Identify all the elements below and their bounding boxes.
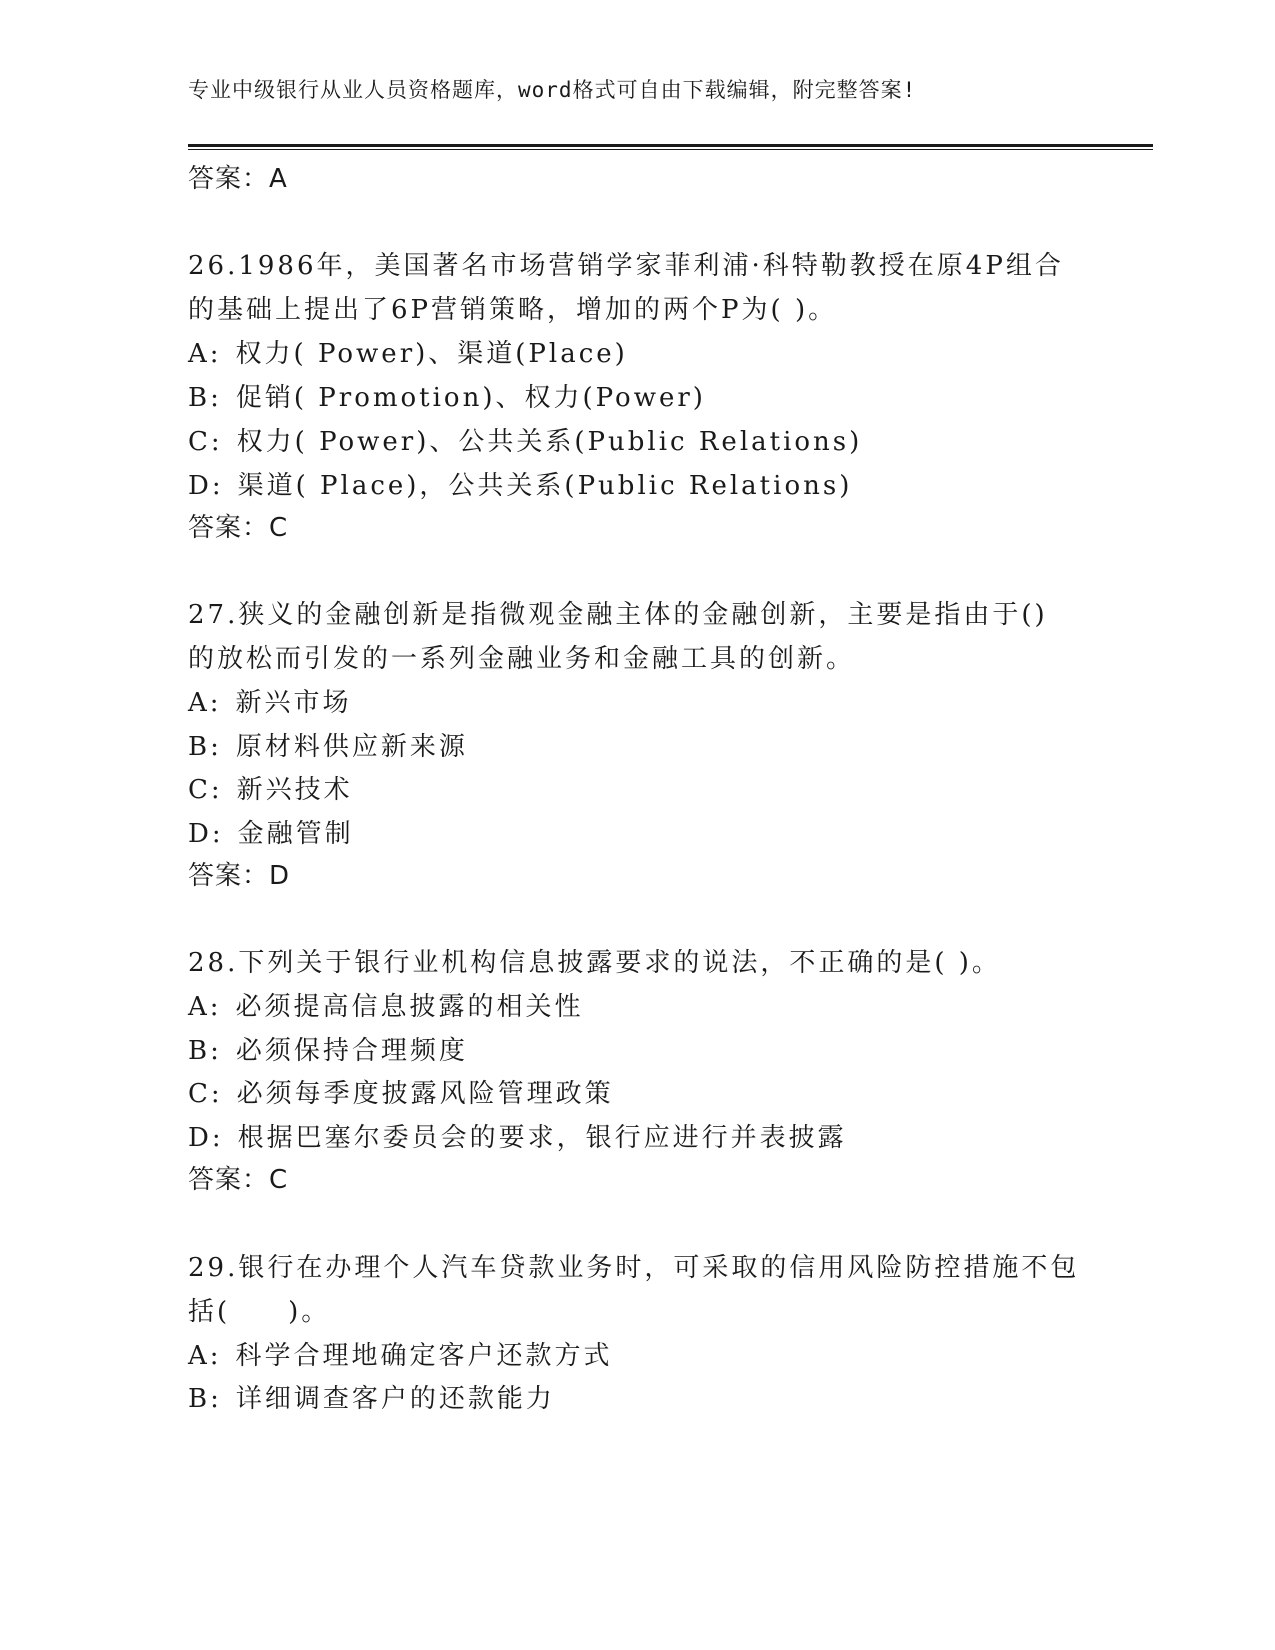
option-text: 渠道( Place)，公共关系(Public Relations) xyxy=(237,471,853,501)
previous-answer: 答案：A xyxy=(188,164,288,194)
question-26-answer: 答案：C xyxy=(188,513,289,543)
option-text: 金融管制 xyxy=(237,819,354,849)
option-text: 新兴技术 xyxy=(236,775,353,805)
question-27-option-c xyxy=(188,769,353,806)
option-text: 必须提高信息披露的相关性 xyxy=(235,992,584,1022)
option-text: 必须每季度披露风险管理政策 xyxy=(236,1079,614,1109)
option-key: B: xyxy=(188,732,222,762)
option-text: 权力( Power)、渠道(Place) xyxy=(235,339,628,369)
option-key: B: xyxy=(188,1036,222,1066)
option-text: 促销( Promotion)、权力(Power) xyxy=(235,383,706,413)
question-27-answer: 答案：D xyxy=(188,861,291,891)
option-text: 原材料供应新来源 xyxy=(235,732,468,762)
header-divider-thin xyxy=(188,149,1153,150)
option-key: A: xyxy=(188,339,222,369)
option-key: A: xyxy=(188,992,222,1022)
option-text: 必须保持合理频度 xyxy=(235,1036,468,1066)
option-key: D: xyxy=(188,471,224,501)
option-key: C: xyxy=(188,427,223,457)
option-key: D: xyxy=(188,1123,224,1153)
question-26-stem-line-2: 的基础上提出了6P营销策略，增加的两个P为( )。 xyxy=(188,295,838,325)
option-text: 详细调查客户的还款能力 xyxy=(235,1384,555,1414)
header-divider-thick xyxy=(188,144,1153,147)
option-key: B: xyxy=(188,383,222,413)
question-26-option-b xyxy=(188,377,706,414)
option-text: 科学合理地确定客户还款方式 xyxy=(235,1341,613,1371)
question-27-stem-line-1: 27.狭义的金融创新是指微观金融主体的金融创新，主要是指由于() xyxy=(188,600,1048,630)
question-28-option-d xyxy=(188,1117,847,1154)
option-text: 权力( Power)、公共关系(Public Relations) xyxy=(236,427,863,457)
option-key: D: xyxy=(188,819,224,849)
question-26-option-a xyxy=(188,333,628,370)
option-text: 新兴市场 xyxy=(235,688,352,718)
option-text: 根据巴塞尔委员会的要求，银行应进行并表披露 xyxy=(237,1123,847,1153)
option-key: A: xyxy=(188,1341,222,1371)
question-28-option-a xyxy=(188,986,584,1023)
option-key: C: xyxy=(188,775,223,805)
question-29-option-b xyxy=(188,1378,555,1415)
question-26-option-c xyxy=(188,421,862,458)
question-29-option-a xyxy=(188,1335,613,1372)
question-26-stem-line-1: 26.1986年，美国著名市场营销学家菲利浦·科特勒教授在原4P组合 xyxy=(188,251,1064,281)
option-key: A: xyxy=(188,688,222,718)
question-27-option-d xyxy=(188,813,354,850)
question-28-option-b xyxy=(188,1030,468,1067)
question-26-option-d xyxy=(188,465,852,502)
question-27-stem-line-2: 的放松而引发的一系列金融业务和金融工具的创新。 xyxy=(188,644,856,674)
question-28-option-c xyxy=(188,1073,614,1110)
option-key: C: xyxy=(188,1079,223,1109)
question-29-stem-line-2: 括( )。 xyxy=(188,1297,331,1327)
option-key: B: xyxy=(188,1384,222,1414)
page-header: 专业中级银行从业人员资格题库，word格式可自由下载编辑，附完整答案! xyxy=(188,78,917,102)
header-divider xyxy=(188,144,1153,150)
question-27-option-b xyxy=(188,726,468,763)
question-27-option-a xyxy=(188,682,352,719)
question-29-stem-line-1: 29.银行在办理个人汽车贷款业务时，可采取的信用风险防控措施不包 xyxy=(188,1253,1080,1283)
question-28-answer: 答案：C xyxy=(188,1165,289,1195)
question-28-stem-line-1: 28.下列关于银行业机构信息披露要求的说法，不正确的是( )。 xyxy=(188,948,1001,978)
